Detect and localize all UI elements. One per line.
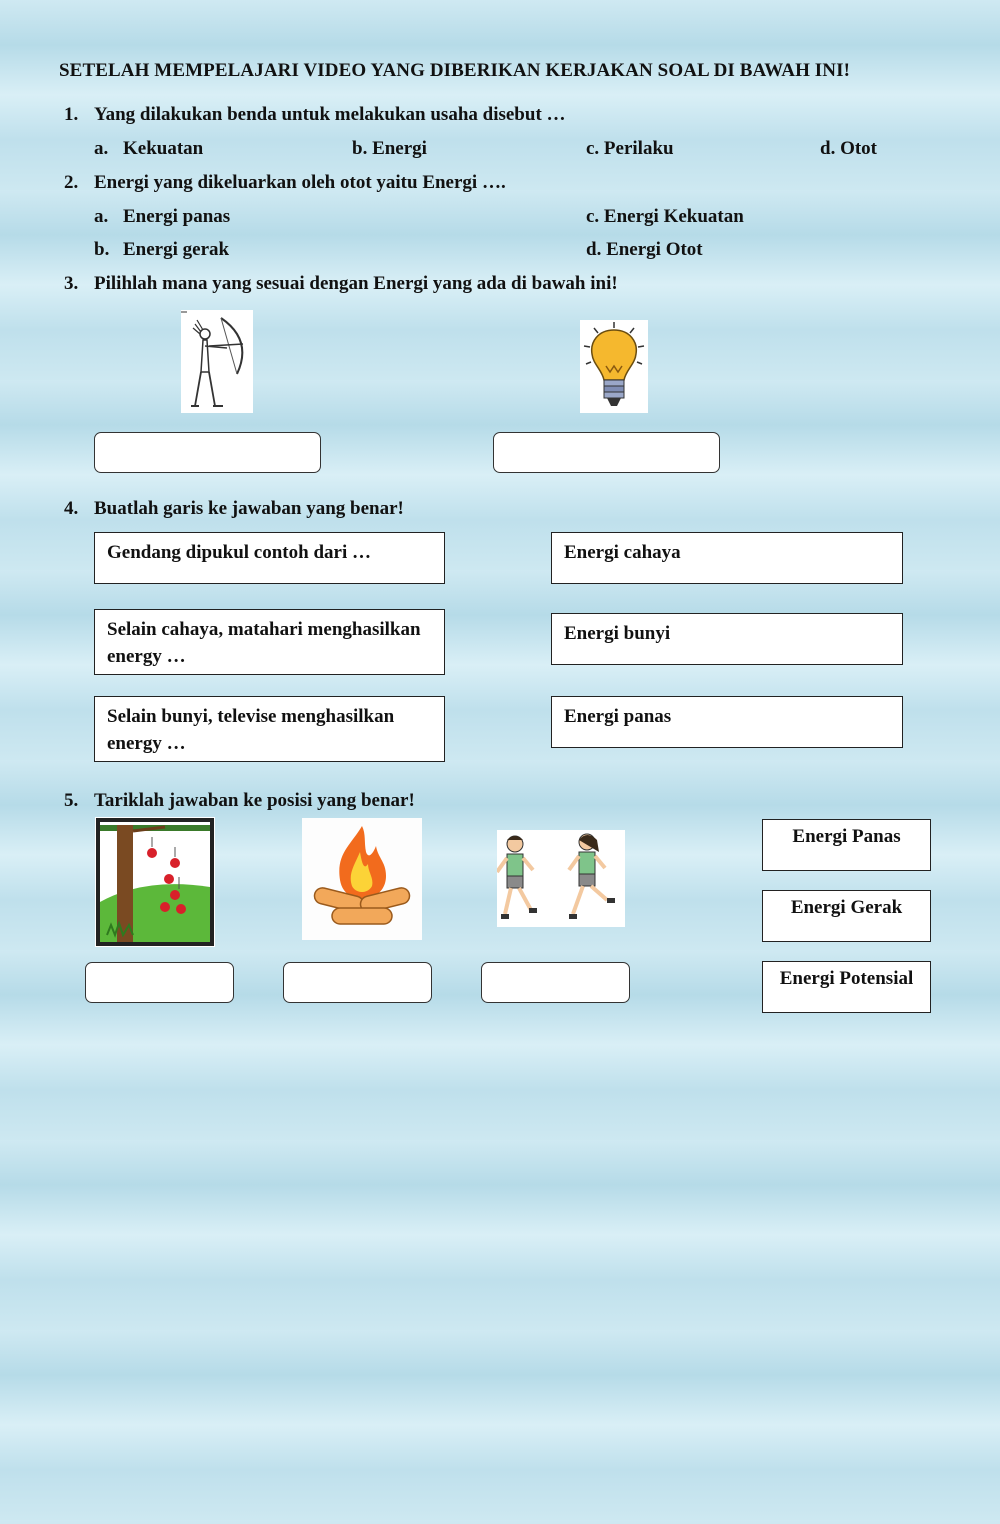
q1-question: Yang dilakukan benda untuk melakukan usaha disebut …	[94, 104, 566, 125]
q4-right-item-3[interactable]: Energi panas	[551, 696, 903, 748]
q3-answer-box-archer[interactable]	[94, 432, 321, 473]
q5-answer-box-campfire[interactable]	[283, 962, 432, 1003]
q3-question: Pilihlah mana yang sesuai dengan Energi yang ada di bawah ini!	[94, 273, 618, 294]
q3-number: 3.	[64, 273, 79, 294]
q4-question: Buatlah garis ke jawaban yang benar!	[94, 498, 404, 519]
q4-left-item-2[interactable]: Selain cahaya, matahari menghasilkan energy …	[94, 609, 445, 675]
instruction-heading: SETELAH MEMPELAJARI VIDEO YANG DIBERIKAN KERJAKAN SOAL DI BAWAH INI!	[59, 60, 851, 81]
q5-choice-energi-panas[interactable]: Energi Panas	[762, 819, 931, 871]
q3-answer-box-bulb[interactable]	[493, 432, 720, 473]
q1-option-d[interactable]: d. Otot	[820, 138, 877, 159]
q1-option-b[interactable]: b. Energi	[352, 138, 427, 159]
light-bulb-image	[580, 320, 648, 413]
q2-option-a[interactable]: Energi panas	[123, 206, 231, 227]
q2-question: Energi yang dikeluarkan oleh otot yaitu Energi ….	[94, 172, 506, 193]
campfire-image	[302, 818, 422, 940]
q5-question: Tariklah jawaban ke posisi yang benar!	[94, 790, 415, 811]
q5-answer-box-running[interactable]	[481, 962, 630, 1003]
q4-right-item-2[interactable]: Energi bunyi	[551, 613, 903, 665]
q5-answer-box-apples[interactable]	[85, 962, 234, 1003]
q1-option-a-letter: a.	[94, 138, 109, 159]
q4-left-item-3[interactable]: Selain bunyi, televise menghasilkan energy …	[94, 696, 445, 762]
q5-number: 5.	[64, 790, 79, 811]
q1-option-a[interactable]: Kekuatan	[123, 138, 204, 159]
q2-number: 2.	[64, 172, 79, 193]
q2-option-d[interactable]: d. Energi Otot	[586, 239, 703, 260]
q4-left-item-1[interactable]: Gendang dipukul contoh dari …	[94, 532, 445, 584]
q2-option-a-letter: a.	[94, 206, 109, 227]
archer-image	[181, 310, 253, 413]
running-children-image	[497, 830, 625, 927]
q1-option-c[interactable]: c. Perilaku	[586, 138, 674, 159]
q5-choice-energi-gerak[interactable]: Energi Gerak	[762, 890, 931, 942]
q4-number: 4.	[64, 498, 79, 519]
q1-number: 1.	[64, 104, 79, 125]
falling-apples-image	[95, 817, 215, 947]
q5-choice-energi-potensial[interactable]: Energi Potensial	[762, 961, 931, 1013]
q2-option-c[interactable]: c. Energi Kekuatan	[586, 206, 744, 227]
q2-option-b-letter: b.	[94, 239, 110, 260]
q4-right-item-1[interactable]: Energi cahaya	[551, 532, 903, 584]
q2-option-b[interactable]: Energi gerak	[123, 239, 230, 260]
